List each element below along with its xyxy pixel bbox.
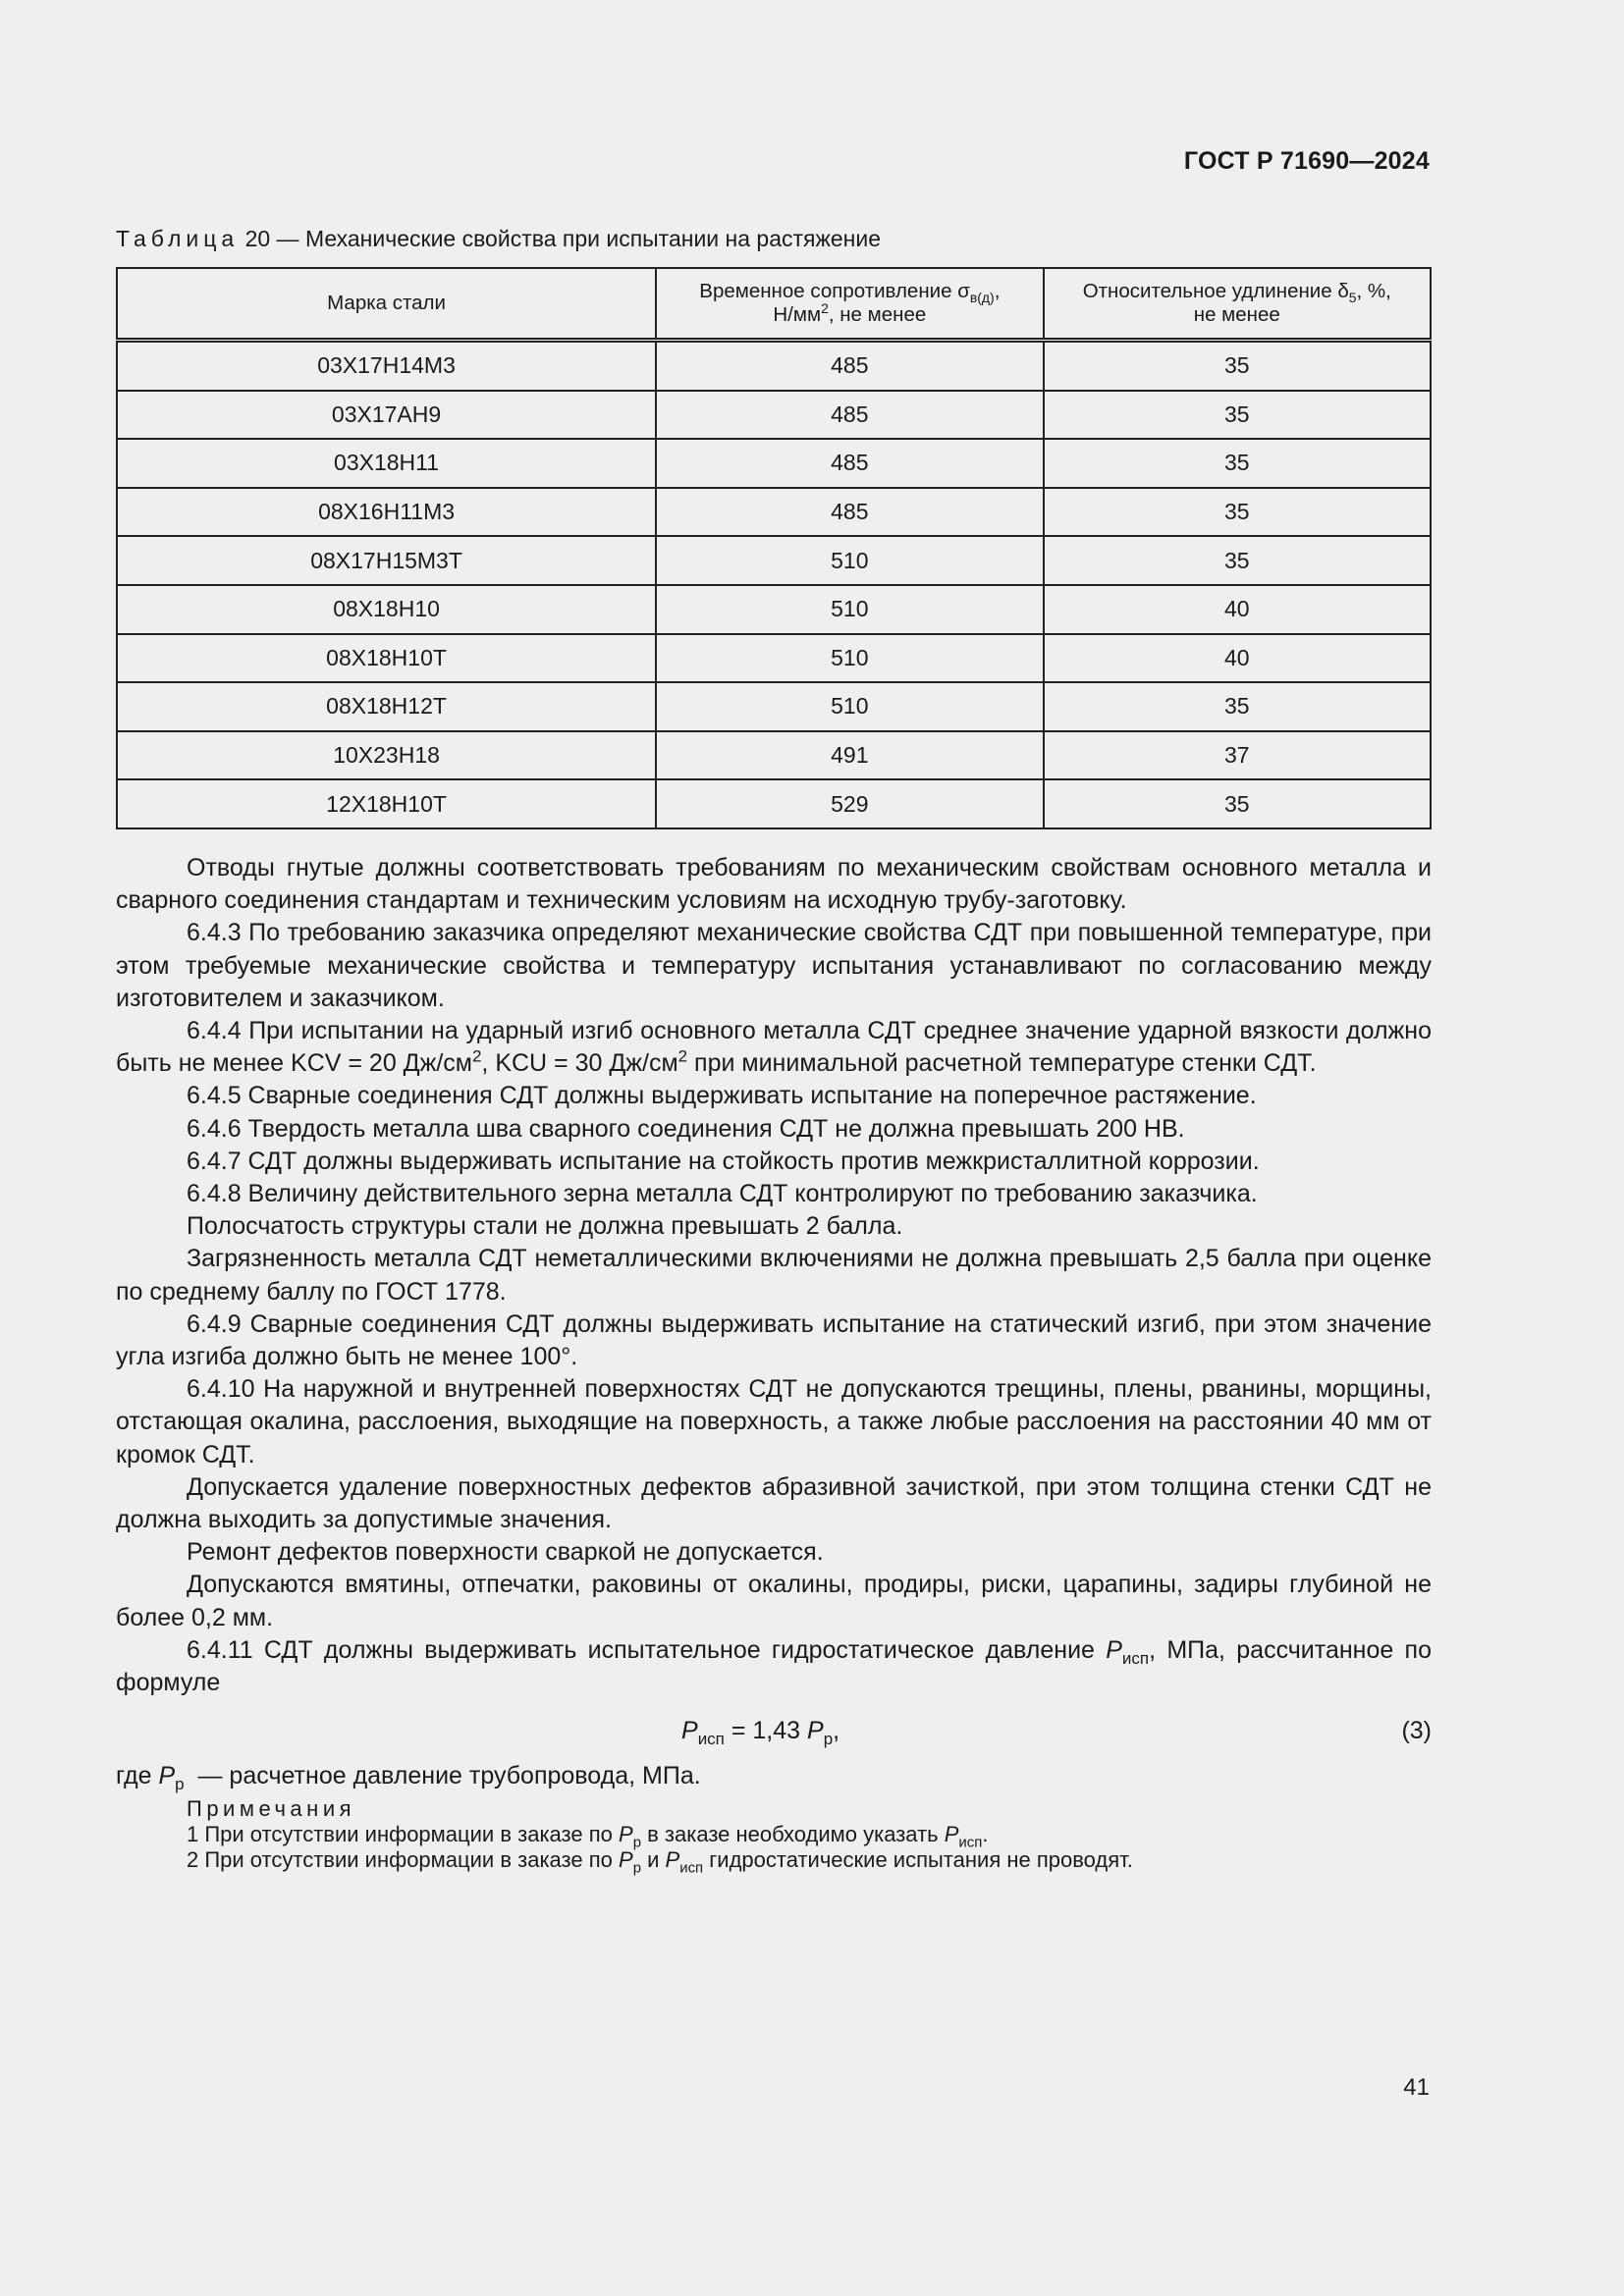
paragraph: 6.4.9 Сварные соединения СДТ должны выдерживать испытание на статический изгиб, при этом значение угла изгиба должно быть не менее 100°. (116, 1309, 1432, 1371)
paragraph: 6.4.11 СДТ должны выдерживать испытательное гидростатическое давление $P_{исп}$, МПа, рассчитанное по формуле (116, 1635, 1432, 1697)
table-row (117, 391, 1431, 440)
cell-grade: 08Х18Н10Т (117, 634, 656, 683)
cell-elongation: 37 (1044, 731, 1431, 780)
cell-elongation: 35 (1044, 682, 1431, 731)
cell-strength: 491 (656, 731, 1043, 780)
cell-strength: 510 (656, 682, 1043, 731)
paragraph: 6.4.5 Сварные соединения СДТ должны выдерживать испытание на поперечное растяжение. (187, 1082, 1257, 1110)
table-row (117, 341, 1431, 391)
cell-elongation: 40 (1044, 634, 1431, 683)
cell-grade: 08Х16Н11М3 (117, 488, 656, 537)
paragraph: 6.4.3 По требованию заказчика определяют механические свойства СДТ при повышенной температуре, при этом требуемые механические свойства и температуру испытания устанавливают по согласованию между изготовителем и заказчиком. (116, 919, 1432, 1012)
cell-strength: 510 (656, 585, 1043, 634)
cell-strength: 510 (656, 634, 1043, 683)
mechanical-properties-table (116, 267, 1432, 829)
table-row (117, 439, 1431, 488)
cell-elongation: 35 (1044, 488, 1431, 537)
notes-title: Примечания (187, 1796, 356, 1822)
note-2: 2 При отсутствии информации в заказе по $P_р$ и $P_{исп}$ гидростатические испытания не проводят. (187, 1847, 1133, 1877)
paragraph: Допускаются вмятины, отпечатки, раковины от окалины, продиры, риски, царапины, задиры глубиной не более 0,2 мм. (116, 1571, 1432, 1631)
cell-grade: 08Х18Н10 (117, 585, 656, 634)
note-1: 1 При отсутствии информации в заказе по $P_р$ в заказе необходимо указать $P_{исп}$. (187, 1822, 989, 1851)
paragraph: Ремонт дефектов поверхности сваркой не допускается. (187, 1538, 824, 1567)
cell-elongation: 40 (1044, 585, 1431, 634)
table-row (117, 779, 1431, 828)
cell-grade: 10Х23Н18 (117, 731, 656, 780)
table-caption-text: 20 — Механические свойства при испытании на растяжение (244, 226, 882, 251)
table-row (117, 536, 1431, 585)
cell-elongation: 35 (1044, 536, 1431, 585)
paragraph: 6.4.6 Твердость металла шва сварного соединения СДТ не должна превышать 200 HB. (187, 1114, 1185, 1143)
cell-grade: 08Х17Н15М3Т (117, 536, 656, 585)
table-caption-word: Таблица (116, 226, 240, 251)
cell-strength: 510 (656, 536, 1043, 585)
body-text (116, 852, 1432, 1877)
paragraph: 6.4.7 СДТ должны выдерживать испытание на стойкость против межкристаллитной коррозии. (187, 1147, 1260, 1175)
cell-elongation: 35 (1044, 439, 1431, 488)
page-number: 41 (1403, 2074, 1430, 2101)
cell-grade: 03Х17Н14М3 (117, 341, 656, 391)
paragraph: 6.4.10 На наружной и внутренней поверхностях СДТ не допускаются трещины, плены, рванины, морщины, отстающая окалина, расслоения, выходящие на поверхность, а также любые расслоения на расстоянии 40 мм от кромок СДТ. (116, 1375, 1432, 1468)
cell-strength: 485 (656, 488, 1043, 537)
cell-grade: 03Х17АН9 (117, 391, 656, 440)
cell-elongation: 35 (1044, 341, 1431, 391)
where-clause: где $P_р$ — расчетное давление трубопровода, МПа. (116, 1762, 701, 1794)
cell-strength: 529 (656, 779, 1043, 828)
paragraph: Отводы гнутые должны соответствовать требованиям по механическим свойствам основного металла и сварного соединения стандартам и техническим условиям на исходную трубу-заготовку. (116, 854, 1432, 915)
paragraph: Полосчатость структуры стали не должна превышать 2 балла. (187, 1212, 903, 1241)
cell-strength: 485 (656, 439, 1043, 488)
table-row (117, 682, 1431, 731)
table-caption (116, 226, 881, 252)
cell-strength: 485 (656, 341, 1043, 391)
formula-number: (3) (1401, 1717, 1432, 1745)
header-steel-grade: Марка стали (117, 268, 656, 341)
cell-elongation: 35 (1044, 779, 1431, 828)
formula (116, 1705, 1432, 1760)
table-row (117, 488, 1431, 537)
cell-elongation: 35 (1044, 391, 1431, 440)
cell-grade: 03Х18Н11 (117, 439, 656, 488)
paragraph: 6.4.8 Величину действительного зерна металла СДТ контролируют по требованию заказчика. (187, 1180, 1258, 1208)
table-row (117, 634, 1431, 683)
document-code: ГОСТ Р 71690—2024 (1183, 147, 1430, 175)
header-tensile-strength: Временное сопротивление $\sigma_{в(д)}$, $Н/мм^2$, не менее (656, 268, 1043, 341)
paragraph: Загрязненность металла СДТ неметаллическими включениями не должна превышать 2,5 балла при оценке по среднему баллу по ГОСТ 1778. (116, 1245, 1432, 1306)
cell-grade: 12Х18Н10Т (117, 779, 656, 828)
cell-strength: 485 (656, 391, 1043, 440)
header-elongation: Относительное удлинение $\delta_5$, %, не менее (1044, 268, 1431, 341)
table-header-row (117, 268, 1431, 341)
table-row (117, 731, 1431, 780)
paragraph: 6.4.4 При испытании на ударный изгиб основного металла СДТ среднее значение ударной вязкости должно быть не менее KCV = 20 $Дж/см^2$, KCU = 30 $Дж/см^2$ при минимальной расчетной температуре стенки СДТ. (116, 1017, 1432, 1078)
formula-expression: $P_{исп} = 1,43$ $P_р$, (681, 1717, 840, 1749)
table-row (117, 585, 1431, 634)
notes-block (116, 1796, 1432, 1877)
paragraph: Допускается удаление поверхностных дефектов абразивной зачисткой, при этом толщина стенки СДТ не должна выходить за допустимые значения. (116, 1472, 1432, 1534)
cell-grade: 08Х18Н12Т (117, 682, 656, 731)
